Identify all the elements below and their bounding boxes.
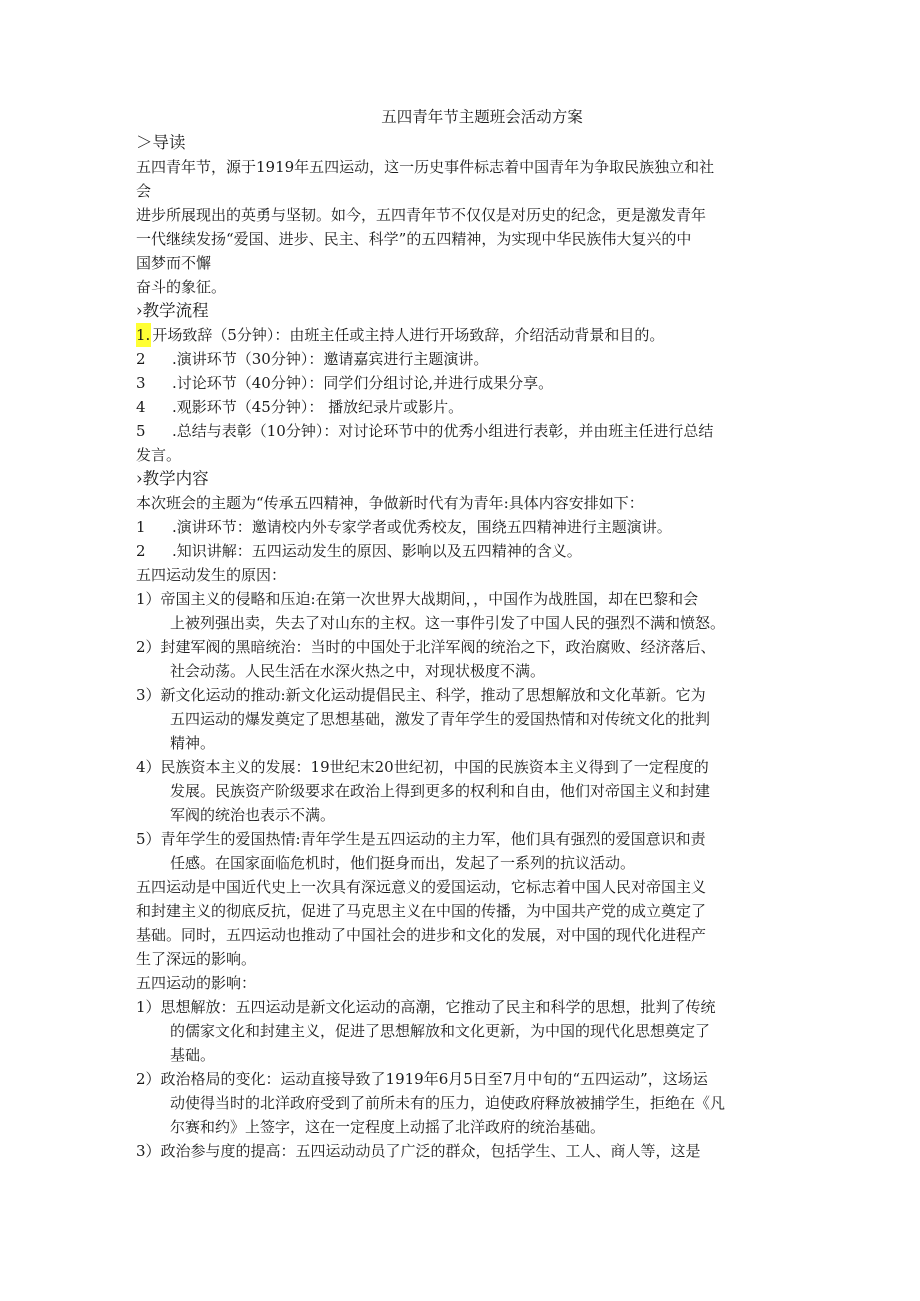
cause-cont-line: 上被列强出卖，失去了对山东的主权。这一事件引发了中国人民的强烈不满和愤怒。 (170, 614, 726, 632)
cause-cont-line: 军阀的统治也表示不满。 (170, 806, 336, 824)
cause-item (136, 827, 788, 875)
cause-item (136, 635, 788, 683)
process-step (136, 347, 788, 371)
intro-line: 一代继续发扬“爱国、进步、民主、科学”的五四精神，为实现中华民族伟大复兴的中 (136, 230, 692, 248)
intro-line: 五四青年节，源于1919年五四运动，这一历史事件标志着中国青年为争取民族独立和社 (136, 158, 715, 176)
cause-first-line: 2）封建军阀的黑暗统治：当时的中国处于北洋军阀的统治之下，政治腐败、经济落后、 (136, 638, 716, 656)
cause-cont-line: 精神。 (170, 734, 216, 752)
section-heading-intro: ＞导读 (136, 133, 186, 152)
item-text: .演讲环节：邀请校内外专家学者或优秀校友，围绕五四精神进行主题演讲。 (172, 518, 672, 536)
effect-first-line: 2）政治格局的变化：运动直接导致了1919年6月5日至7月中旬的“五四运动”，这场运 (136, 1070, 708, 1088)
intro-line: 国梦而不懈 (136, 254, 212, 272)
cause-first-line: 3）新文化运动的推动:新文化运动提倡民主、科学，推动了思想解放和文化革新。它为 (136, 686, 706, 704)
content-item (136, 539, 788, 563)
summary-line: 和封建主义的彻底反抗，促进了马克思主义在中国的传播，为中国共产党的成立奠定了 (136, 902, 707, 920)
step-text: 开场致辞（5分钟）：由班主任或主持人进行开场致辞，介绍活动背景和目的。 (152, 326, 665, 344)
process-step (136, 395, 788, 419)
item-number: 1 (136, 518, 146, 536)
intro-line: 奋斗的象征。 (136, 278, 227, 296)
document-title: 五四青年节主题班会活动方案 (381, 108, 583, 126)
effect-first-line: 3）政治参与度的提高：五四运动动员了广泛的群众，包括学生、工人、商人等，这是 (136, 1142, 701, 1160)
step-text: .观影环节（45分钟）： 播放纪录片或影片。 (172, 398, 464, 416)
content-intro-line: 本次班会的主题为“传承五四精神，争做新时代有为青年:具体内容安排如下： (136, 494, 644, 512)
cause-item (136, 587, 788, 635)
cause-cont-line: 发展。民族资产阶级要求在政治上得到更多的权利和自由，他们对帝国主义和封建 (170, 782, 711, 800)
process-step (136, 419, 788, 443)
step-number: 2 (136, 350, 146, 368)
item-number: 2 (136, 542, 146, 560)
cause-cont-line: 社会动荡。人民生活在水深火热之中，对现状极度不满。 (170, 662, 546, 680)
effect-item (136, 1067, 788, 1139)
process-step (136, 371, 788, 395)
causes-heading: 五四运动发生的原因： (136, 566, 287, 584)
cause-first-line: 1）帝国主义的侵略和压迫:在第一次世界大战期间，，中国作为战胜国，却在巴黎和会 (136, 590, 699, 608)
step-number: 5 (136, 422, 146, 440)
intro-line: 会 (136, 182, 152, 200)
step-text: .演讲环节（30分钟）：邀请嘉宾进行主题演讲。 (172, 350, 489, 368)
section-heading-process: ›教学流程 (136, 301, 209, 320)
document-page (136, 104, 788, 1163)
item-text: .知识讲解：五四运动发生的原因、影响以及五四精神的含义。 (172, 542, 582, 560)
cause-first-line: 5）青年学生的爱国热情:青年学生是五四运动的主力军，他们具有强烈的爱国意识和责 (136, 830, 706, 848)
step-number: 3 (136, 374, 146, 392)
step-number-highlighted: 1. (136, 323, 151, 347)
cause-cont-line: 任感。在国家面临危机时，他们挺身而出，发起了一系列的抗议活动。 (170, 854, 636, 872)
effect-cont-line: 的儒家文化和封建主义，促进了思想解放和文化更新，为中国的现代化思想奠定了 (170, 1022, 711, 1040)
summary-paragraph (136, 875, 788, 971)
effect-cont-line: 尔赛和约》上签字，这在一定程度上动摇了北洋政府的统治基础。 (170, 1118, 606, 1136)
cause-item (136, 755, 788, 827)
summary-line: 生了深远的影响。 (136, 950, 257, 968)
step-continuation: 发言。 (136, 446, 182, 464)
effect-first-line: 1）思想解放：五四运动是新文化运动的高潮，它推动了民主和科学的思想，批判了传统 (136, 998, 716, 1016)
summary-line: 五四运动是中国近代史上一次具有深远意义的爱国运动，它标志着中国人民对帝国主义 (136, 878, 707, 896)
step-number: 4 (136, 398, 146, 416)
step-text: .总结与表彰（10分钟）：对讨论环节中的优秀小组进行表彰，并由班主任进行总结 (172, 422, 714, 440)
cause-first-line: 4）民族资本主义的发展：19世纪末20世纪初，中国的民族资本主义得到了一定程度的 (136, 758, 709, 776)
process-step (136, 323, 788, 347)
cause-item (136, 683, 788, 755)
cause-cont-line: 五四运动的爆发奠定了思想基础，激发了青年学生的爱国热情和对传统文化的批判 (170, 710, 711, 728)
intro-paragraph (136, 155, 788, 299)
effect-item (136, 995, 788, 1067)
effect-cont-line: 基础。 (170, 1046, 216, 1064)
effect-item (136, 1139, 788, 1163)
content-item (136, 515, 788, 539)
effects-heading: 五四运动的影响： (136, 974, 257, 992)
intro-line: 进步所展现出的英勇与坚韧。如今，五四青年节不仅仅是对历史的纪念，更是激发青年 (136, 206, 707, 224)
summary-line: 基础。同时，五四运动也推动了中国社会的进步和文化的发展，对中国的现代化进程产 (136, 926, 707, 944)
step-text: .讨论环节（40分钟）：同学们分组讨论,并进行成果分享。 (172, 374, 554, 392)
section-heading-content: ›教学内容 (136, 469, 209, 488)
effect-cont-line: 动使得当时的北洋政府受到了前所未有的压力，迫使政府释放被捕学生，拒绝在《凡 (170, 1094, 726, 1112)
